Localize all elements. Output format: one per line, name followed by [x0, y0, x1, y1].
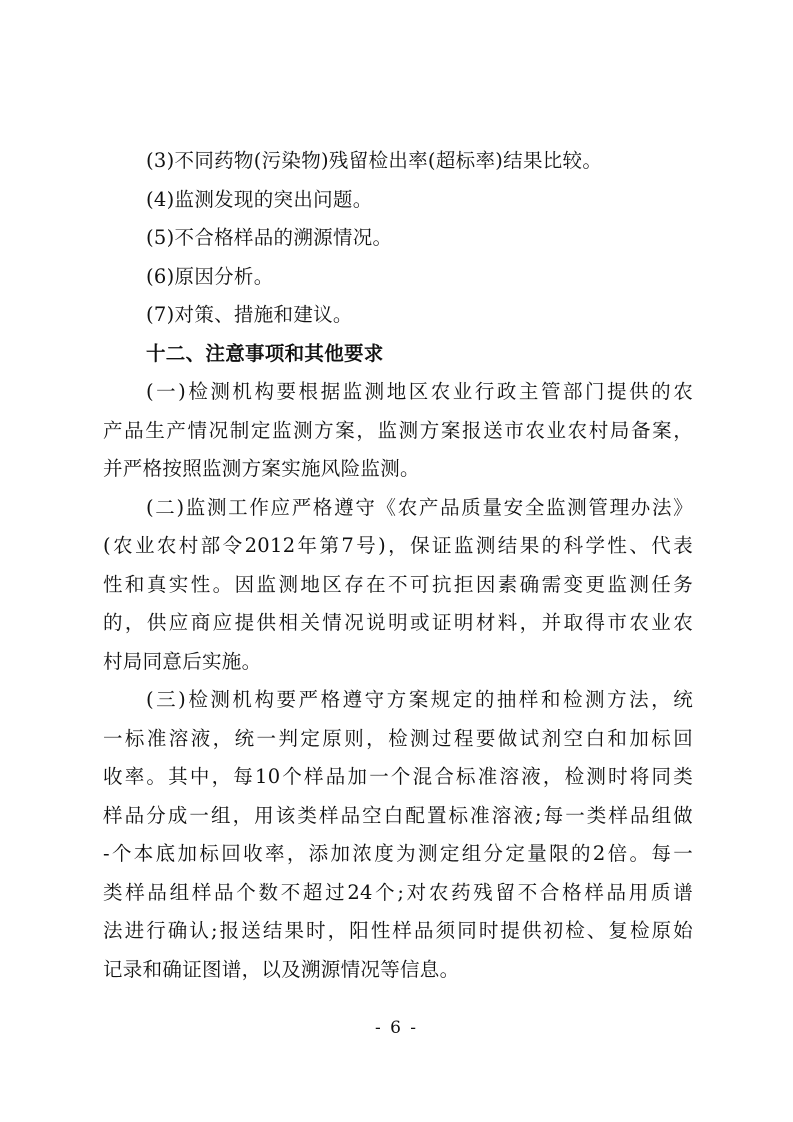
paragraph-line: 收率。其中，每10个样品加一个混合标准溶液，检测时将同类 — [103, 765, 693, 788]
list-item-5: (5)不合格样品的溯源情况。 — [146, 226, 393, 249]
paragraph-1 — [103, 373, 693, 489]
page-number: - 6 - — [374, 1018, 419, 1038]
paragraph-line: 记录和确证图谱，以及溯源情况等信息。 — [103, 957, 460, 981]
paragraph-2 — [103, 489, 693, 682]
list-item-4: (4)监测发现的突出问题。 — [146, 187, 373, 211]
paragraph-line: 性和真实性。因监测地区存在不可抗拒因素确需变更监测任务 — [103, 572, 693, 596]
section-heading: 十二、注意事项和其他要求 — [146, 341, 384, 365]
paragraph-line: 的，供应商应提供相关情况说明或证明材料，并取得市农业农 — [103, 611, 693, 634]
paragraph-line: 村局同意后实施。 — [103, 649, 262, 673]
paragraph-line: (农业农村部令2012年第7号)，保证监测结果的科学性、代表 — [103, 534, 693, 557]
page-content — [103, 142, 693, 989]
list-item-7: (7)对策、措施和建议。 — [146, 303, 353, 326]
paragraph-line: 产品生产情况制定监测方案，监测方案报送市农业农村局备案， — [103, 418, 693, 442]
list-item-3: (3)不同药物(污染物)残留检出率(超标率)结果比较。 — [146, 149, 603, 172]
paragraph-3 — [103, 681, 693, 989]
paragraph-line: (三)检测机构要严格遵守方案规定的抽样和检测方法，统 — [146, 688, 693, 711]
list-item-6: (6)原因分析。 — [146, 264, 274, 288]
paragraph-line: 类样品组样品个数不超过24个;对农药残留不合格样品用质谱 — [103, 880, 693, 904]
paragraph-line: -个本底加标回收率，添加浓度为测定组分定量限的2倍。每一 — [103, 842, 693, 865]
paragraph-line: 并严格按照监测方案实施风险监测。 — [103, 457, 420, 480]
paragraph-line: (二)监测工作应严格遵守《农产品质量安全监测管理办法》 — [146, 495, 693, 519]
paragraph-line: 一标准溶液，统一判定原则，检测过程要做试剂空白和加标回 — [103, 726, 693, 750]
paragraph-line: 样品分成一组，用该类样品空白配置标准溶液;每一类样品组做 — [103, 803, 693, 827]
paragraph-line: (一)检测机构要根据监测地区农业行政主管部门提供的农 — [146, 380, 693, 403]
paragraph-line: 法进行确认;报送结果时，阳性样品须同时提供初检、复检原始 — [103, 919, 693, 942]
